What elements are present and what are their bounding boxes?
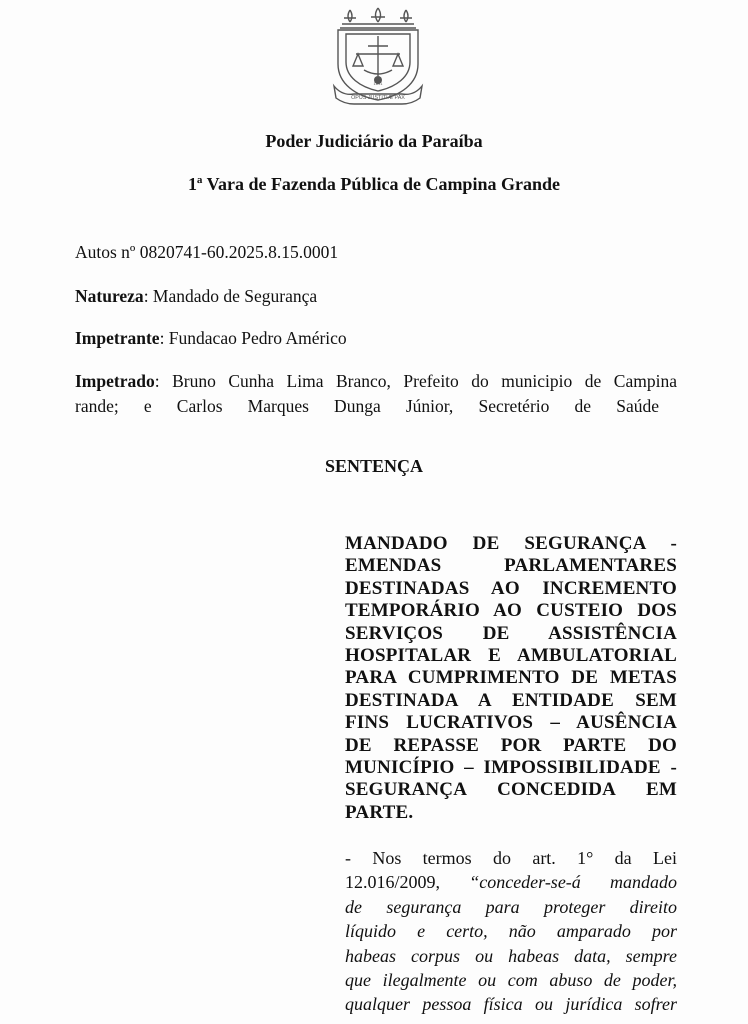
ementa-line: DESTINADAS AO INCREMENTO <box>345 577 677 599</box>
ementa-line: DE REPASSE POR PARTE DO <box>345 734 677 756</box>
ementa-line: PARTE. <box>345 801 414 823</box>
quote-italic-start: “conceder-se-á mandado <box>469 872 677 893</box>
coat-of-arms-seal <box>330 6 426 108</box>
quote-law-ref: 12.016/2009, <box>345 872 470 893</box>
quote-line <box>345 968 677 992</box>
impetrante-value: : Fundacao Pedro Américo <box>159 328 347 348</box>
impetrante-label: Impetrante <box>75 328 160 348</box>
natureza-value: : Mandado de Segurança <box>143 286 318 306</box>
ementa-line: EMENDAS PARLAMENTARES <box>345 555 677 577</box>
impetrado-continuation: rande; e Carlos Marques Dunga Júnior, Secretério de Saúde <box>75 396 659 416</box>
ementa-line: PARA CUMPRIMENTO DE METAS <box>345 667 677 689</box>
ementa-line: SERVIÇOS DE ASSISTÊNCIA <box>345 622 677 644</box>
ementa-line: HOSPITALAR E AMBULATORIAL <box>345 645 677 667</box>
quote-italic: qualquer pessoa física ou jurídica sofrer <box>345 994 677 1015</box>
seal-year: 1891 <box>373 81 383 86</box>
ementa-line: TEMPORÁRIO AO CUSTEIO DOS <box>345 600 677 622</box>
quote-italic: habeas corpus ou habeas data, sempre <box>345 945 677 966</box>
quote-italic: líquido e certo, não amparado por <box>345 921 677 942</box>
ementa-line: SEGURANÇA CONCEDIDA EM <box>345 779 677 801</box>
court-name: Poder Judiciário da Paraíba <box>265 131 483 151</box>
impetrado-value: : Bruno Cunha Lima Branco, Prefeito do municipio de Campina <box>154 371 677 391</box>
quote-line <box>345 944 677 968</box>
impetrado-row <box>75 371 677 392</box>
natureza-row <box>75 286 317 307</box>
impetrante-row <box>75 328 347 349</box>
case-number: Autos nº 0820741-60.2025.8.15.0001 <box>75 242 339 262</box>
natureza-label: Natureza <box>75 286 144 306</box>
quote-line: - Nos termos do art. 1° da Lei <box>345 848 677 868</box>
impetrado-label: Impetrado <box>75 371 155 391</box>
ementa-line: FINS LUCRATIVOS – AUSÊNCIA <box>345 712 677 734</box>
ementa-block <box>345 533 677 824</box>
quote-line <box>345 992 677 1016</box>
quote-italic: que ilegalmente ou com abuso de poder, <box>345 970 677 991</box>
quote-italic: de segurança para proteger direito <box>345 896 677 917</box>
legal-quote-block <box>345 846 677 1017</box>
seal-motto: OPUS JUSTITIÆ PAX <box>351 95 405 101</box>
ementa-line: DESTINADA A ENTIDADE SEM <box>345 689 677 711</box>
quote-line <box>345 870 677 894</box>
document-title: SENTENÇA <box>324 456 424 476</box>
court-division: 1ª Vara de Fazenda Pública de Campina Grande <box>188 174 560 194</box>
ementa-line: MUNICÍPIO – IMPOSSIBILIDADE - <box>345 757 677 779</box>
quote-line <box>345 919 677 943</box>
ementa-line: MANDADO DE SEGURANÇA - <box>345 533 677 554</box>
quote-line <box>345 895 677 919</box>
